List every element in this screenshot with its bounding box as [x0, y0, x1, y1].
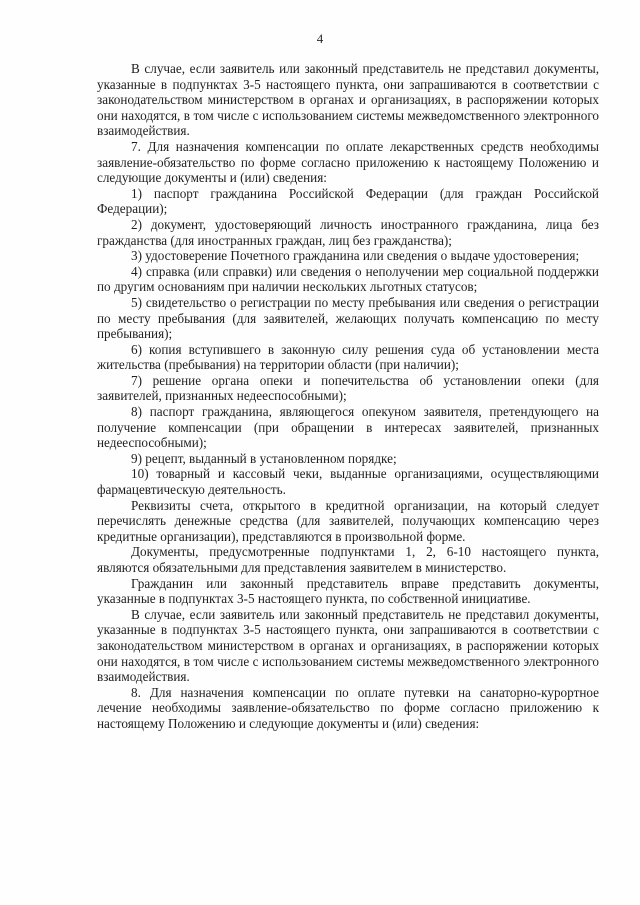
page-number: 4	[316, 31, 324, 46]
paragraph-item-7: 7. Для назначения компенсации по оплате лекарственных средств необходимы заявление-обязательство по форме согласно приложению к настоящему Положению и следующие документы и (или) сведения:	[97, 138, 599, 186]
paragraph-intro-documents-request: В случае, если заявитель или законный представитель не представил документы, указанные в подпунктах 3-5 настоящего пункта, они запрашиваются в соответствии с законодательством министерством в органах и организациях, в распоряжении которых они находятся, в том числе с использованием системы межведомственного электронного взаимодействия.	[97, 61, 599, 139]
list-item-9: 9) рецепт, выданный в установленном порядке;	[131, 450, 397, 466]
document-body	[97, 61, 599, 732]
list-item-4: 4) справка (или справки) или сведения о неполучении мер социальной поддержки по другим основаниям при наличии нескольких льготных статусов;	[97, 263, 599, 295]
paragraph-bank-details: Реквизиты счета, открытого в кредитной организации, на который следует перечислять денежные средства (для заявителей, получающих компенсацию через кредитные организации), представляются в произвольной форме.	[97, 497, 599, 544]
paragraph-documents-request: В случае, если заявитель или законный представитель не представил документы, указанные в подпунктах 3-5 настоящего пункта, они запрашиваются в соответствии с законодательством министерством в органах и организациях, в распоряжении которых они находятся, в том числе с использованием системы межведомственного электронного взаимодействия.	[97, 606, 599, 685]
paragraph-item-8: 8. Для назначения компенсации по оплате путевки на санаторно-курортное лечение необходимы заявление-обязательство по форме согласно приложению к настоящему Положению и следующие документы и (или) сведения:	[97, 684, 599, 731]
list-item-6: 6) копия вступившего в законную силу решения суда об установлении места жительства (пребывания) на территории области (при наличии);	[97, 341, 599, 373]
list-item-5: 5) свидетельство о регистрации по месту пребывания или сведения о регистрации по месту пребывания (для заявителей, желающих получать компенсацию по месту пребывания);	[97, 294, 599, 342]
list-item-3: 3) удостоверение Почетного гражданина или сведения о выдаче удостоверения;	[131, 248, 580, 264]
list-item-2: 2) документ, удостоверяющий личность иностранного гражданина, лица без гражданства (для иностранных граждан, лиц без гражданства);	[97, 216, 599, 248]
list-item-1: 1) паспорт гражданина Российской Федерации (для граждан Российской Федерации);	[97, 185, 599, 217]
list-item-7: 7) решение органа опеки и попечительства об установлении опеки (для заявителей, признанных недееспособными);	[97, 372, 599, 404]
paragraph-own-initiative: Гражданин или законный представитель вправе представить документы, указанные в подпунктах 3-5 настоящего пункта, по собственной инициативе.	[97, 575, 599, 607]
paragraph-mandatory-documents: Документы, предусмотренные подпунктами 1, 2, 6-10 настоящего пункта, являются обязательными для представления заявителем в министерство.	[97, 544, 599, 575]
list-item-8: 8) паспорт гражданина, являющегося опекуном заявителя, претендующего на получение компенсации (при обращении в интересах заявителей, признанных недееспособными);	[97, 404, 599, 451]
list-item-10: 10) товарный и кассовый чеки, выданные организациями, осуществляющими фармацевтическую деятельность.	[97, 466, 599, 498]
